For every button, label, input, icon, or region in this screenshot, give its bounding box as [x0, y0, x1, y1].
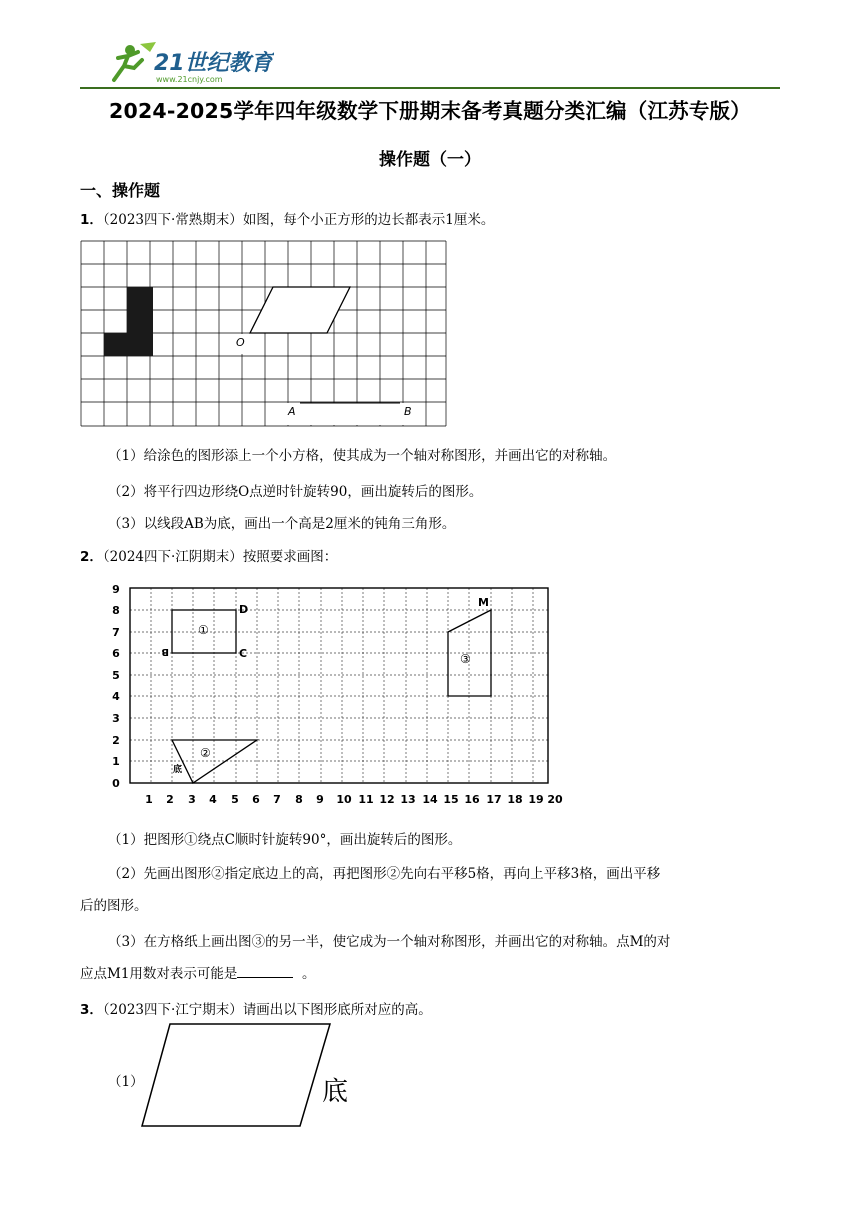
- question-1: 1．（2023四下·常熟期末）如图，每个小正方形的边长都表示1厘米。: [80, 212, 495, 228]
- svg-text:4: 4: [112, 690, 120, 703]
- shape-2-label: ②: [200, 746, 211, 760]
- svg-text:3: 3: [188, 793, 196, 806]
- runner-icon: [114, 42, 156, 80]
- svg-text:11: 11: [358, 793, 374, 806]
- point-b-label: B: [161, 646, 169, 657]
- svg-text:14: 14: [422, 793, 438, 806]
- svg-text:5: 5: [112, 669, 120, 682]
- shape-3-label: ③: [460, 652, 471, 666]
- svg-text:10: 10: [336, 793, 352, 806]
- answer-blank[interactable]: [237, 965, 293, 978]
- question-2-part-2: （2）先画出图形②指定底边上的高，再把图形②先向右平移5格，再向上平移3格，画出平移: [108, 866, 661, 882]
- shape-1-label: ①: [198, 623, 209, 637]
- question-2-part-3-cont: 应点M1用数对表示可能是 。: [80, 966, 316, 982]
- parallelogram: [142, 1024, 330, 1126]
- svg-text:15: 15: [443, 793, 459, 806]
- svg-text:2: 2: [166, 793, 174, 806]
- svg-text:8: 8: [112, 604, 120, 617]
- logo-text: 21世纪教育: [154, 51, 273, 76]
- svg-text:1: 1: [112, 755, 120, 768]
- base-label: 底: [322, 1077, 349, 1107]
- document-subtitle: 操作题（一）: [379, 150, 481, 170]
- question-1-part-3: （3）以线段AB为底，画出一个高是2厘米的钝角三角形。: [108, 516, 456, 532]
- header-rule: [80, 87, 780, 89]
- point-c-label: C: [239, 647, 248, 660]
- svg-text:6: 6: [112, 647, 120, 660]
- svg-text:3: 3: [112, 712, 120, 725]
- question-3: 3．（2023四下·江宁期末）请画出以下图形底所对应的高。: [80, 1002, 432, 1018]
- question-3-part-1: （1）: [108, 1074, 144, 1090]
- question-3-parallelogram-figure: [140, 1020, 360, 1132]
- document-title: 2024-2025学年四年级数学下册期末备考真题分类汇编（江苏专版）: [109, 99, 751, 123]
- svg-text:6: 6: [252, 793, 260, 806]
- shaded-shape: [104, 287, 153, 356]
- question-1-part-1: （1）给涂色的图形添上一个小方格，使其成为一个轴对称图形，并画出它的对称轴。: [108, 448, 617, 464]
- svg-text:18: 18: [507, 793, 523, 806]
- logo-url: www.21cnjy.com: [156, 75, 223, 84]
- svg-text:16: 16: [464, 793, 480, 806]
- question-2-grid-figure: [106, 580, 566, 810]
- svg-text:20: 20: [547, 793, 563, 806]
- svg-text:12: 12: [379, 793, 395, 806]
- question-2-part-1: （1）把图形①绕点C顺时针旋转90°，画出旋转后的图形。: [108, 832, 462, 848]
- shape-2-triangle: [172, 740, 257, 783]
- point-d-label: D: [239, 603, 249, 616]
- question-1-grid-figure: [80, 240, 450, 430]
- point-a-label: A: [288, 405, 296, 418]
- svg-text:4: 4: [209, 793, 217, 806]
- svg-text:19: 19: [528, 793, 544, 806]
- point-b-label: B: [404, 405, 412, 418]
- svg-text:17: 17: [486, 793, 502, 806]
- svg-text:0: 0: [112, 777, 120, 790]
- question-1-part-2: （2）将平行四边形绕O点逆时针旋转90，画出旋转后的图形。: [108, 484, 483, 500]
- site-logo: [104, 40, 274, 86]
- svg-text:7: 7: [273, 793, 281, 806]
- question-2: 2．（2024四下·江阴期末）按照要求画图：: [80, 549, 338, 565]
- question-2-part-3: （3）在方格纸上画出图③的另一半，使它成为一个轴对称图形，并画出它的对称轴。点M的对: [108, 934, 671, 950]
- point-m-label: M: [478, 596, 489, 609]
- svg-text:9: 9: [112, 583, 120, 596]
- point-o-label: O: [236, 336, 245, 349]
- svg-text:9: 9: [316, 793, 324, 806]
- question-2-part-2-cont: 后的图形。: [80, 898, 148, 914]
- svg-text:5: 5: [231, 793, 239, 806]
- base-label: 底: [173, 765, 183, 775]
- section-heading: 一、操作题: [80, 181, 161, 200]
- svg-text:1: 1: [145, 793, 153, 806]
- svg-text:2: 2: [112, 734, 120, 747]
- svg-text:7: 7: [112, 626, 120, 639]
- svg-text:13: 13: [400, 793, 416, 806]
- svg-text:8: 8: [295, 793, 303, 806]
